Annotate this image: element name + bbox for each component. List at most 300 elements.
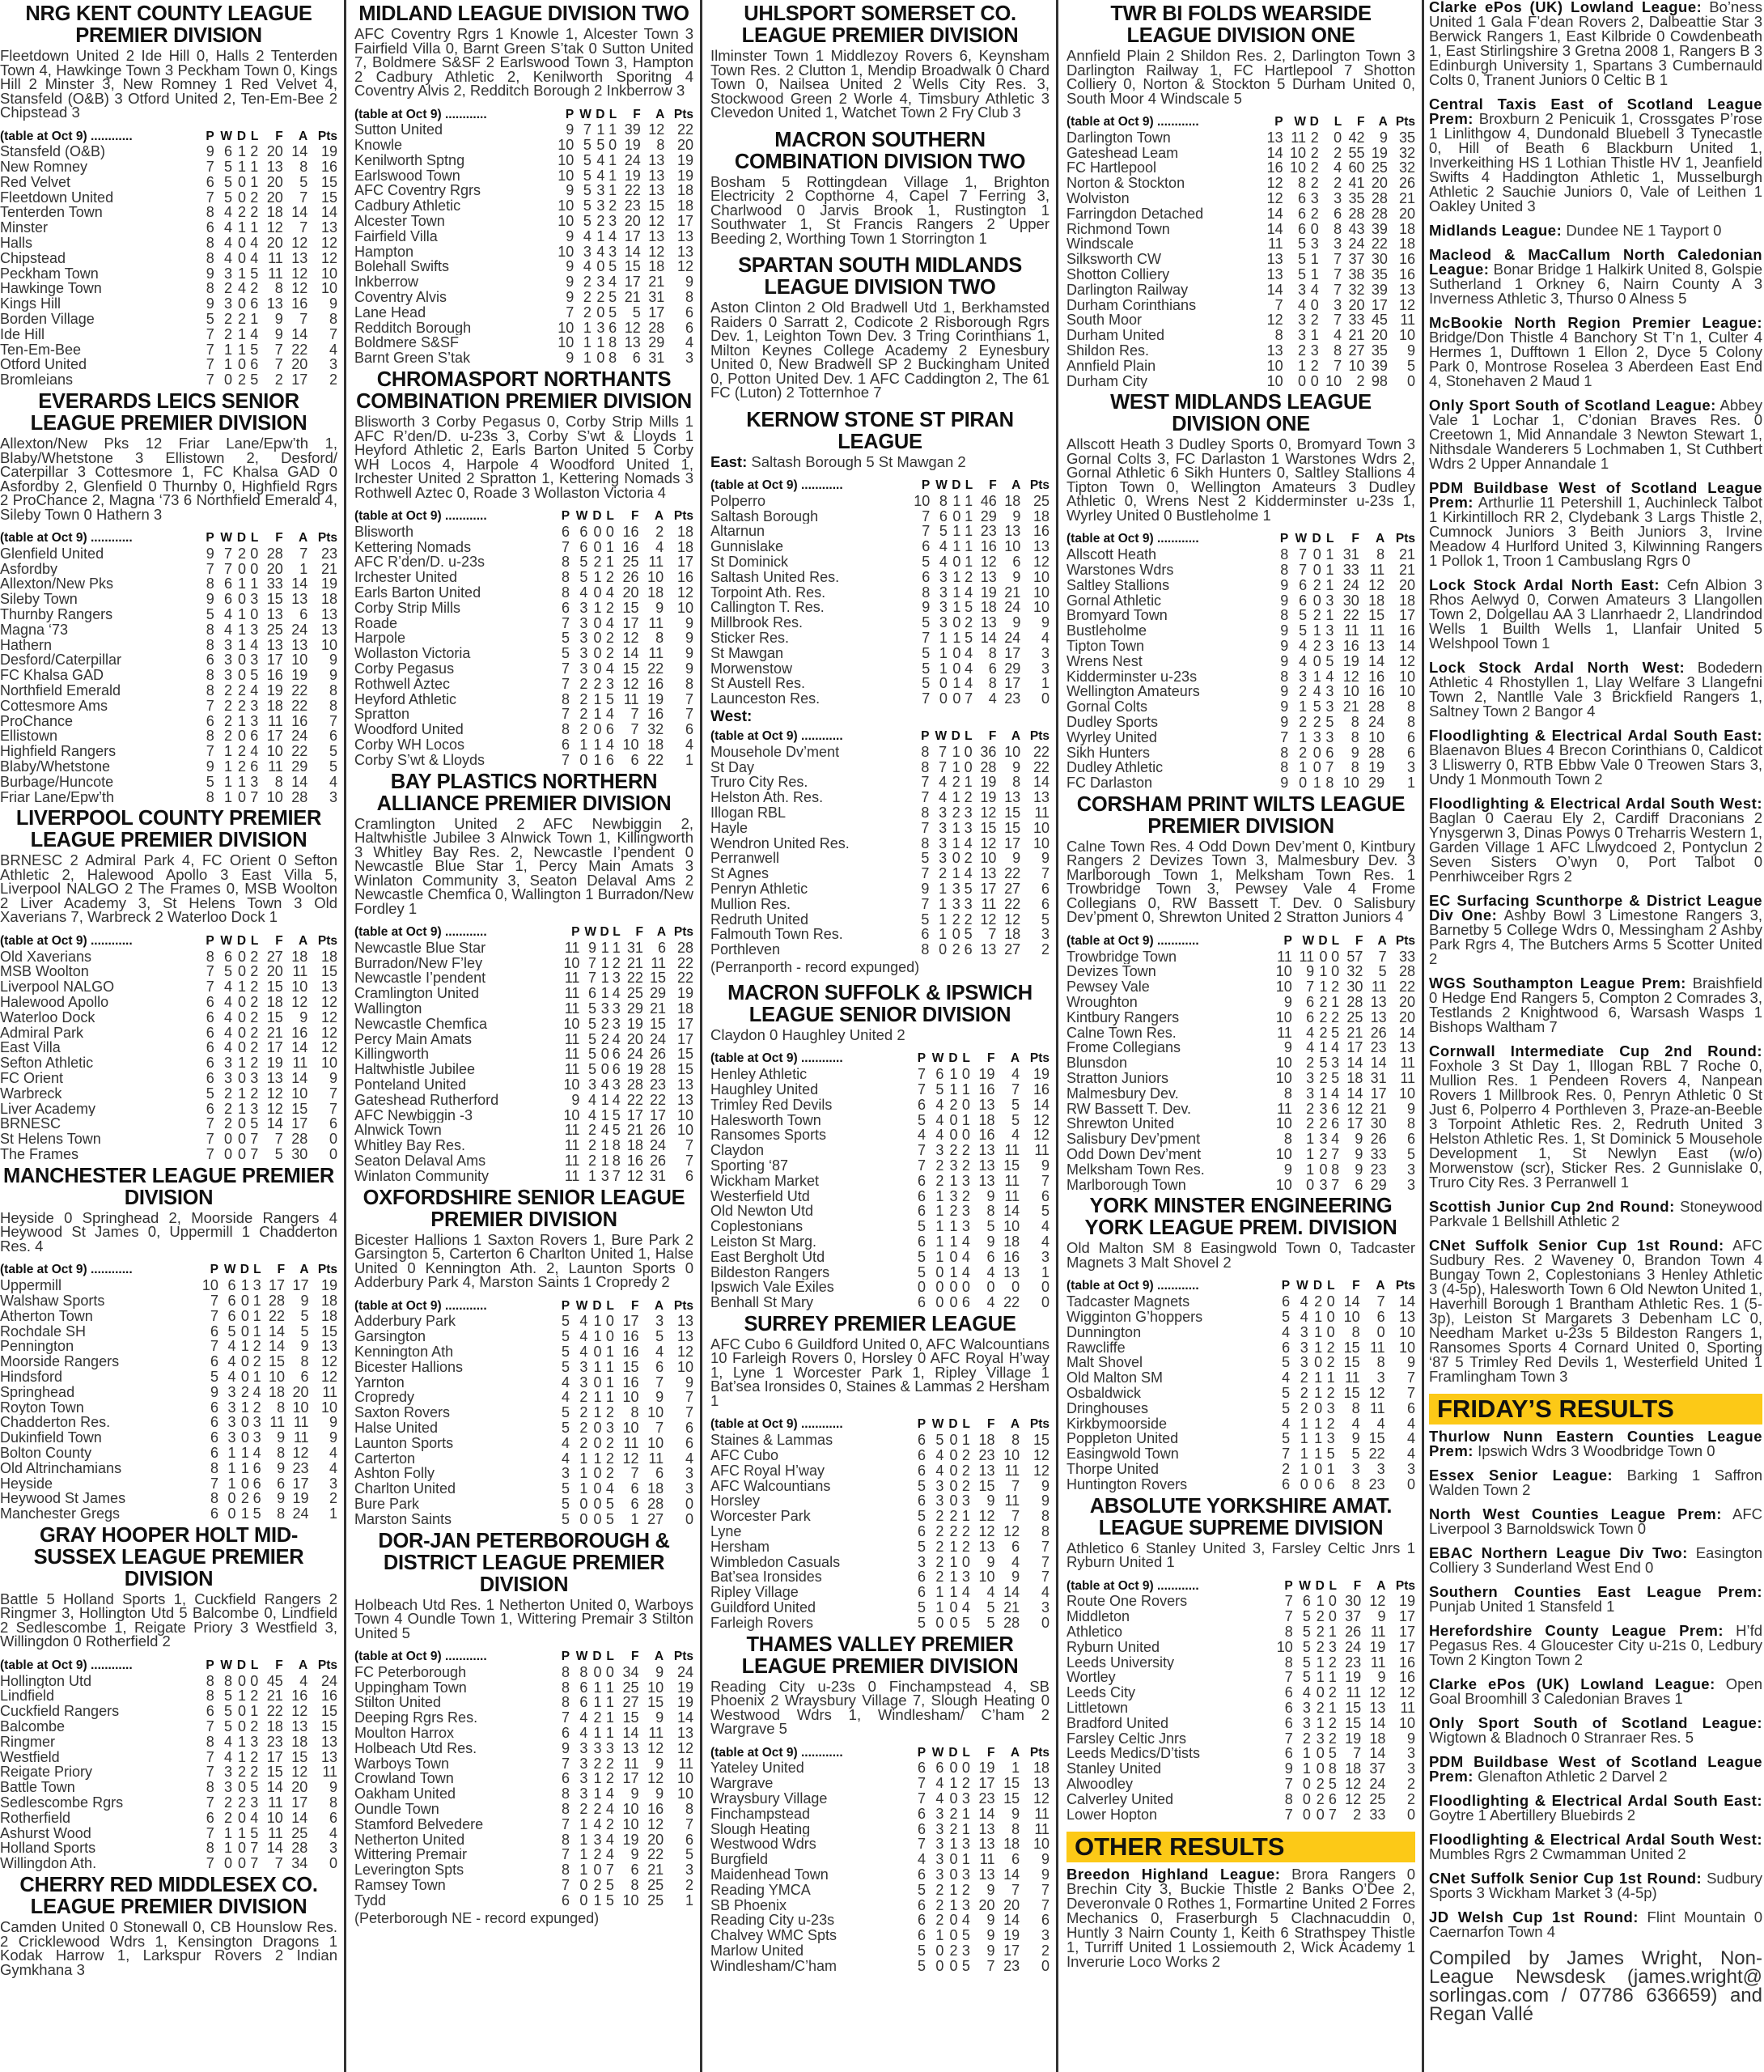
stat-a: 16 xyxy=(291,295,308,312)
stat-w: 4 xyxy=(224,204,233,221)
stat-d: 1 xyxy=(1310,265,1319,282)
stat-f: 12 xyxy=(980,834,997,851)
stat-pts: 17 xyxy=(676,554,693,571)
table-header-f: F xyxy=(1353,1578,1362,1593)
stat-l: 1 xyxy=(961,1081,970,1098)
table-header-l: L xyxy=(962,1051,970,1066)
team-name: Wortley xyxy=(1066,1670,1116,1686)
stat-f: 24 xyxy=(1348,236,1365,253)
stat-pts: 12 xyxy=(320,1353,337,1370)
stat-f: 9 xyxy=(277,1490,286,1507)
table-header-w: W xyxy=(1299,1578,1311,1593)
league-label: PDM Buildbase West of Scotland League Prem: xyxy=(1429,479,1762,511)
team-name: Irchester United xyxy=(354,570,458,586)
stat-l: 0 xyxy=(605,1328,614,1345)
team-name: Hawkinge Town xyxy=(0,281,102,297)
stat-w: 5 xyxy=(1302,1638,1311,1655)
stat-pts: 11 xyxy=(1034,804,1049,821)
table-header-pts: Pts xyxy=(317,1263,337,1277)
stat-d: 0 xyxy=(238,652,247,669)
stat-pts: 6 xyxy=(685,1434,693,1451)
other-result xyxy=(1429,248,1762,306)
table-row xyxy=(0,1764,337,1780)
stat-w: 6 xyxy=(224,591,233,608)
stat-l: 3 xyxy=(1334,189,1342,206)
stat-l: 1 xyxy=(605,1358,614,1375)
results-body: Athletico 6 Stanley United 3, Farsley Celtic Jnrs 1 Ryburn United 1 xyxy=(1066,1539,1415,1571)
stat-f: 7 xyxy=(630,706,639,723)
stat-l: 0 xyxy=(961,1760,970,1777)
table-row xyxy=(710,1082,1049,1098)
team-name: Ten-Em-Bee xyxy=(0,342,82,358)
stat-pts: 9 xyxy=(1041,1866,1049,1883)
table-header-w: W xyxy=(1295,532,1308,546)
stat-w: 5 xyxy=(935,1081,944,1098)
stat-d: 2 xyxy=(1310,129,1319,146)
stat-p: 5 xyxy=(918,1263,927,1280)
stat-p: 4 xyxy=(918,1851,927,1868)
table-header-w: W xyxy=(931,1745,944,1760)
stat-d: 2 xyxy=(1310,175,1319,192)
stat-a: 13 xyxy=(1368,637,1385,654)
stat-w: 3 xyxy=(224,636,233,653)
stat-d: 3 xyxy=(596,182,605,199)
team-name: Old Xaverians xyxy=(0,949,92,965)
section-title: THAMES VALLEY PREMIER LEAGUE PREMIER DIVISION xyxy=(741,1633,1019,1678)
team-name: East Villa xyxy=(0,1040,61,1056)
stat-f: 6 xyxy=(632,350,641,367)
stat-p: 7 xyxy=(206,697,214,714)
stat-pts: 4 xyxy=(329,1444,337,1461)
stat-d: 4 xyxy=(600,1076,609,1093)
stat-d: 0 xyxy=(600,1046,609,1063)
stat-w: 6 xyxy=(1297,205,1306,222)
stat-l: 3 xyxy=(1334,236,1342,253)
stat-pts: 8 xyxy=(685,1801,693,1818)
stat-f: 12 xyxy=(978,1523,995,1540)
stat-l: 4 xyxy=(961,1599,970,1616)
stat-d: 3 xyxy=(600,1000,609,1017)
stat-pts: 4 xyxy=(685,334,693,351)
stat-a: 23 xyxy=(1370,1039,1387,1056)
team-name: Thorpe United xyxy=(1066,1462,1160,1477)
stat-d: 2 xyxy=(238,311,247,328)
stat-w: 4 xyxy=(224,1748,233,1765)
stat-p: 7 xyxy=(918,1836,927,1853)
stat-f: 6 xyxy=(630,1496,639,1512)
stat-w: 4 xyxy=(579,584,588,601)
stat-p: 6 xyxy=(1282,1339,1291,1356)
stat-f: 10 xyxy=(269,1368,286,1385)
team-name: Chalvey WMC Spts xyxy=(710,1928,837,1943)
stat-f: 6 xyxy=(988,660,997,677)
stat-w: 6 xyxy=(227,1277,236,1294)
team-name: Thurnby Rangers xyxy=(0,607,113,622)
stat-d: 1 xyxy=(952,584,961,601)
results-text xyxy=(710,300,1049,400)
stat-w: 2 xyxy=(1300,1369,1308,1386)
results-text xyxy=(710,1337,1049,1408)
table-row xyxy=(710,1524,1049,1539)
stat-a: 2 xyxy=(655,523,664,540)
team-name: Rochdale SH xyxy=(0,1323,87,1340)
stat-pts: 17 xyxy=(1398,607,1415,624)
stat-l: 1 xyxy=(965,553,973,570)
stat-f: 16 xyxy=(978,1127,995,1144)
stat-a: 14 xyxy=(1003,1203,1020,1220)
stat-d: 1 xyxy=(952,789,960,806)
stat-w: 4 xyxy=(224,235,233,252)
stat-w: 3 xyxy=(1306,1070,1315,1087)
table-header-d: D xyxy=(592,509,602,524)
table-header-pts: Pts xyxy=(673,107,693,121)
stat-d: 0 xyxy=(238,249,247,266)
team-name: Richmond Town xyxy=(1066,221,1170,237)
stat-f: 8 xyxy=(630,1877,639,1894)
table-row xyxy=(1066,1416,1415,1432)
section-title: ABSOLUTE YORKSHIRE AMAT. LEAGUE SUPREME DIVISION xyxy=(1089,1494,1393,1539)
team-name: FC Darlaston xyxy=(1066,775,1153,791)
table-row xyxy=(0,1674,337,1689)
stat-l: 3 xyxy=(1325,622,1334,639)
stat-w: 4 xyxy=(579,1328,588,1345)
stat-w: 3 xyxy=(227,1383,236,1400)
stat-l: 1 xyxy=(250,575,259,592)
table-row xyxy=(1066,1086,1415,1102)
stat-a: 39 xyxy=(1371,281,1388,298)
stat-w: 1 xyxy=(1299,728,1308,745)
stat-a: 24 xyxy=(1004,599,1021,616)
stat-w: 1 xyxy=(224,743,233,760)
stat-w: 1 xyxy=(1306,1146,1315,1163)
table-row xyxy=(710,836,1049,851)
stat-d: 0 xyxy=(593,660,602,677)
stat-f: 19 xyxy=(624,137,641,154)
table-row xyxy=(0,576,337,592)
stat-a: 11 xyxy=(293,1414,309,1431)
stat-d: 1 xyxy=(1310,327,1319,344)
stat-w: 4 xyxy=(579,1344,588,1361)
stat-f: 19 xyxy=(626,1061,643,1078)
stat-pts: 7 xyxy=(685,1389,693,1406)
table-row xyxy=(1066,1116,1415,1132)
table-row xyxy=(354,1093,693,1108)
stat-pts: 8 xyxy=(329,682,337,699)
stat-w: 1 xyxy=(579,1465,588,1482)
stat-f: 15 xyxy=(622,660,639,677)
table-row xyxy=(710,1776,1049,1791)
stat-l: 3 xyxy=(1325,728,1334,745)
stat-l: 2 xyxy=(1328,1714,1337,1731)
stat-p: 11 xyxy=(564,985,580,1002)
table-row xyxy=(710,1928,1049,1943)
stat-f: 18 xyxy=(266,204,283,221)
table-header-label: (table at Oct 9) ............ xyxy=(0,933,133,948)
stat-a: 13 xyxy=(648,227,665,244)
stat-d: 1 xyxy=(949,1538,958,1555)
table-row xyxy=(354,1481,693,1497)
stat-a: 12 xyxy=(648,243,665,260)
team-name: Annfield Plain xyxy=(1066,358,1156,374)
stat-w: 4 xyxy=(935,1790,944,1807)
stat-l: 0 xyxy=(964,758,973,775)
stat-l: 1 xyxy=(961,1820,970,1837)
stat-w: 3 xyxy=(587,1076,596,1093)
stat-a: 14 xyxy=(1369,1714,1386,1731)
league-label: Clarke ePos (UK) Lowland League: xyxy=(1429,1675,1715,1692)
stat-l: 7 xyxy=(1328,1806,1337,1823)
result-text: Stoneywood Parkvale 1 Bellshill Athletic 2 xyxy=(1429,1198,1762,1229)
table-header-pts: Pts xyxy=(1029,478,1049,492)
stat-p: 7 xyxy=(562,1846,570,1863)
stat-d: 0 xyxy=(949,1111,958,1128)
team-name: Gornal Athletic xyxy=(1066,592,1162,609)
team-name: Sporting ‘87 xyxy=(710,1157,789,1174)
stat-p: 5 xyxy=(918,1881,927,1898)
stat-a: 11 xyxy=(1369,1339,1385,1356)
stat-p: 9 xyxy=(1280,698,1289,715)
stat-pts: 8 xyxy=(1406,698,1415,715)
stat-w: 5 xyxy=(587,1030,596,1047)
stat-a: 10 xyxy=(647,1679,664,1696)
table-row xyxy=(0,1415,337,1430)
stat-f: 11 xyxy=(981,895,997,912)
stat-p: 6 xyxy=(206,994,214,1011)
table-row xyxy=(0,342,337,358)
results-text xyxy=(0,49,337,120)
table-row xyxy=(710,1569,1049,1585)
stat-pts: 8 xyxy=(685,675,693,692)
stat-l: 1 xyxy=(1328,1699,1337,1716)
table-row xyxy=(354,1741,693,1756)
team-name: Springhead xyxy=(0,1384,75,1400)
stat-p: 7 xyxy=(206,1764,214,1781)
table-header-l: L xyxy=(965,478,973,492)
stat-p: 9 xyxy=(1280,713,1289,730)
stat-f: 12 xyxy=(622,675,639,692)
results-text xyxy=(1066,49,1415,105)
stat-w: 2 xyxy=(1299,744,1308,761)
stat-p: 7 xyxy=(922,507,931,524)
stat-pts: 16 xyxy=(1398,251,1415,268)
stat-l: 4 xyxy=(605,1846,614,1863)
stat-a: 29 xyxy=(650,985,667,1002)
team-name: Odd Down Dev’ment xyxy=(1066,1147,1202,1162)
league-label: Floodlighting & Electrical Ardal South East: xyxy=(1429,1792,1762,1809)
stat-a: 11 xyxy=(1369,1399,1385,1416)
table-header-l: L xyxy=(608,107,617,121)
stat-l: 6 xyxy=(1331,1115,1340,1132)
stat-d: 2 xyxy=(596,289,605,306)
stat-w: 4 xyxy=(583,258,592,275)
stat-l: 0 xyxy=(1328,1608,1337,1625)
stat-w: 1 xyxy=(1300,1415,1308,1432)
stat-a: 3 xyxy=(655,1313,664,1330)
stat-a: 14 xyxy=(291,773,308,790)
table-row xyxy=(0,652,337,668)
stat-d: 1 xyxy=(238,1055,247,1072)
table-row xyxy=(0,698,337,714)
stat-d: 1 xyxy=(949,1836,958,1853)
stat-a: 28 xyxy=(647,1496,664,1512)
stat-pts: 9 xyxy=(329,652,337,669)
stat-w: 4 xyxy=(935,1462,944,1479)
stat-w: 2 xyxy=(1300,1385,1308,1402)
stat-f: 9 xyxy=(986,1233,995,1250)
stat-a: 11 xyxy=(648,554,664,571)
stat-a: 9 xyxy=(655,1663,664,1680)
team-name: Otford United xyxy=(0,357,87,373)
stat-pts: 6 xyxy=(685,304,693,321)
other-result xyxy=(1429,728,1762,787)
stat-d: 1 xyxy=(952,834,960,851)
team-name: Osbaldwick xyxy=(1066,1386,1142,1401)
stat-f: 7 xyxy=(274,341,283,358)
stat-f: 30 xyxy=(1345,1593,1362,1610)
table-header-f: F xyxy=(277,1263,286,1277)
stat-p: 7 xyxy=(562,706,570,723)
stat-w: 4 xyxy=(227,1338,236,1355)
stat-pts: 9 xyxy=(1406,342,1415,359)
stat-p: 6 xyxy=(918,1492,927,1509)
stat-f: 30 xyxy=(1346,979,1363,996)
stat-f: 14 xyxy=(269,1338,286,1355)
league-table xyxy=(354,925,693,1184)
stat-p: 12 xyxy=(1266,312,1283,329)
table-row xyxy=(1066,1310,1415,1325)
stat-p: 7 xyxy=(1284,1593,1293,1610)
stat-d: 2 xyxy=(593,1755,602,1772)
stat-f: 19 xyxy=(978,1760,995,1777)
stat-w: 3 xyxy=(579,1785,588,1802)
stat-p: 9 xyxy=(1280,775,1289,792)
stat-f: 20 xyxy=(626,1030,643,1047)
result-text: Braishfield 0 Hedge End Rangers 5, Compton 2 Comrades 3, Testlands 2 Knightwood 6, Warsash Wasps 1 Bishops Waltham 7 xyxy=(1429,974,1762,1035)
team-name: Winlaton Community xyxy=(354,1168,490,1184)
stat-d: 1 xyxy=(238,621,247,638)
stat-a: 15 xyxy=(291,1748,308,1765)
table-header-label: (table at Oct 9) ............ xyxy=(710,1417,843,1432)
stat-w: 5 xyxy=(583,182,592,199)
stat-a: 14 xyxy=(291,575,308,592)
stat-d: 0 xyxy=(952,850,960,867)
stat-w: 4 xyxy=(939,538,948,555)
stat-pts: 15 xyxy=(320,1703,337,1720)
stat-d: 1 xyxy=(600,954,609,971)
stat-a: 16 xyxy=(1368,683,1385,700)
stat-pts: 12 xyxy=(1398,1684,1415,1701)
stat-pts: 15 xyxy=(320,963,337,980)
stat-a: 16 xyxy=(647,706,664,723)
stat-p: 8 xyxy=(206,235,214,252)
table-header-pts: Pts xyxy=(1029,728,1049,743)
stat-pts: 13 xyxy=(676,1313,693,1330)
stat-p: 8 xyxy=(1280,668,1289,685)
stat-l: 3 xyxy=(1331,1055,1340,1072)
stat-f: 28 xyxy=(269,1292,286,1309)
results-text xyxy=(0,853,337,924)
stat-pts: 17 xyxy=(676,1015,693,1032)
stat-p: 8 xyxy=(1283,1085,1292,1102)
stat-f: 6 xyxy=(277,1475,286,1492)
stat-pts: 3 xyxy=(1041,644,1049,661)
table-header-a: A xyxy=(1376,1578,1386,1593)
stat-a: 31 xyxy=(648,350,665,367)
team-name: Silksworth CW xyxy=(1066,252,1162,267)
stat-w: 4 xyxy=(224,1733,233,1750)
result-text: Ashby Bowl 3 Limestone Rangers 3, Barnetby 5 College Wdrs 0, Messingham 2 Ashby Park Rgrs 4, The Butchers Arms 5 Scotter United 2 xyxy=(1429,906,1762,967)
stat-p: 5 xyxy=(1282,1385,1291,1402)
stat-l: 1 xyxy=(250,311,259,328)
stat-d: 1 xyxy=(952,758,960,775)
stat-pts: 12 xyxy=(1033,553,1049,570)
league-label: Clarke ePos (UK) Lowland League: xyxy=(1429,0,1703,15)
stat-l: 0 xyxy=(961,1127,970,1144)
team-name: Balcombe xyxy=(0,1719,66,1734)
stat-f: 5 xyxy=(1351,1446,1360,1463)
table-row xyxy=(1066,547,1415,563)
other-result xyxy=(1429,1199,1762,1229)
stat-w: 5 xyxy=(583,151,592,168)
stat-f: 6 xyxy=(630,1480,639,1497)
stat-w: 4 xyxy=(227,1353,236,1370)
stat-p: 10 xyxy=(1275,1176,1292,1193)
stat-d: 1 xyxy=(238,1688,247,1705)
league-label: McBookie North Region Premier League: xyxy=(1429,314,1762,331)
table-row xyxy=(1066,1670,1415,1685)
table-row xyxy=(0,714,337,729)
stat-l: 1 xyxy=(605,1389,614,1406)
table-header-a: A xyxy=(1010,1745,1020,1760)
stat-f: 13 xyxy=(978,1836,995,1853)
stat-a: 24 xyxy=(291,621,308,638)
stat-l: 5 xyxy=(964,880,973,897)
stat-a: 22 xyxy=(291,341,308,358)
team-name: Gateshead Rutherford xyxy=(354,1092,499,1108)
table-header-f: F xyxy=(275,1658,283,1672)
stat-pts: 3 xyxy=(1406,1176,1415,1193)
stat-d: 0 xyxy=(238,1039,247,1056)
team-name: Stratton Juniors xyxy=(1066,1071,1169,1086)
stat-a: 16 xyxy=(1003,1248,1020,1265)
table-row xyxy=(354,631,693,646)
team-name: Leeds Medics/D’tists xyxy=(1066,1746,1201,1762)
stat-f: 7 xyxy=(274,1855,283,1872)
stat-pts: 3 xyxy=(1041,1927,1049,1944)
table-row xyxy=(710,1807,1049,1822)
stat-p: 8 xyxy=(1280,546,1289,563)
stat-l: 5 xyxy=(250,341,259,358)
stat-a: 22 xyxy=(647,1846,664,1863)
stat-p: 5 xyxy=(562,1510,570,1527)
stat-l: 4 xyxy=(612,1030,621,1047)
stat-p: 8 xyxy=(562,1831,570,1848)
stat-w: 4 xyxy=(224,1039,233,1056)
stat-p: 8 xyxy=(206,636,214,653)
table-row xyxy=(1066,563,1415,578)
stat-pts: 17 xyxy=(676,1030,693,1047)
stat-w: 6 xyxy=(1302,1593,1311,1610)
table-header-l: L xyxy=(250,933,259,948)
stat-a: 15 xyxy=(650,970,667,987)
stat-p: 8 xyxy=(1283,1131,1292,1148)
league-table xyxy=(1066,1279,1415,1492)
table-header-p: P xyxy=(206,933,214,948)
table-header-w: W xyxy=(220,1658,233,1672)
table-row xyxy=(1066,1431,1415,1446)
stat-pts: 3 xyxy=(685,350,693,367)
other-result xyxy=(1429,1546,1762,1575)
